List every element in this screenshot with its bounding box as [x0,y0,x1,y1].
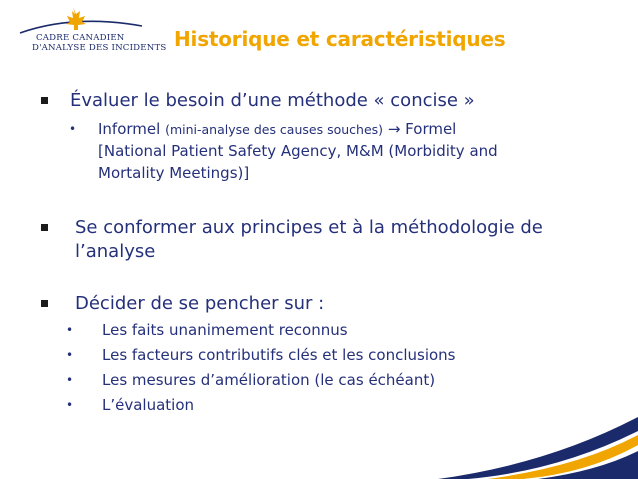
page-title: Historique et caractéristiques [174,27,506,51]
square-bullet-icon [41,97,48,104]
square-bullet-icon [41,300,48,307]
bullet-2-line2: l’analyse [75,241,156,262]
dot-bullet-icon: • [66,348,74,362]
sub-bullet-1-line1 [98,118,456,141]
sub-bullet-1-line2: [National Patient Safety Agency, M&M (Morbidity and [98,142,498,160]
logo-line1: CADRE CANADIEN [36,33,125,43]
sub-bullet-3-item-2: Les facteurs contributifs clés et les conclusions [102,346,456,364]
arrow-right-icon: → [387,120,401,138]
dot-bullet-icon: • [66,398,74,412]
bullet-1-text: Évaluer le besoin d’une méthode « concise » [70,90,475,111]
logo-line2: D'ANALYSE DES INCIDENTS [32,43,167,53]
dot-bullet-icon: • [66,373,74,387]
dot-bullet-icon: • [66,323,74,337]
bullet-3-text: Décider de se pencher sur : [75,293,325,314]
sub-bullet-1-formel: Formel [405,120,457,138]
sub-bullet-1-line3: Mortality Meetings)] [98,164,250,182]
sub-bullet-1-paren: (mini-analyse des causes souches) [165,122,384,137]
corner-swoosh [428,409,638,479]
square-bullet-icon [41,224,48,231]
dot-bullet-icon: • [69,122,77,136]
sub-bullet-1-informel: Informel [98,120,161,138]
bullet-2-line1: Se conformer aux principes et à la méthodologie de [75,217,543,238]
sub-bullet-3-item-3: Les mesures d’amélioration (le cas échéant) [102,371,436,389]
sub-bullet-3-item-4: L’évaluation [102,396,195,414]
sub-bullet-3-item-1: Les faits unanimement reconnus [102,321,348,339]
